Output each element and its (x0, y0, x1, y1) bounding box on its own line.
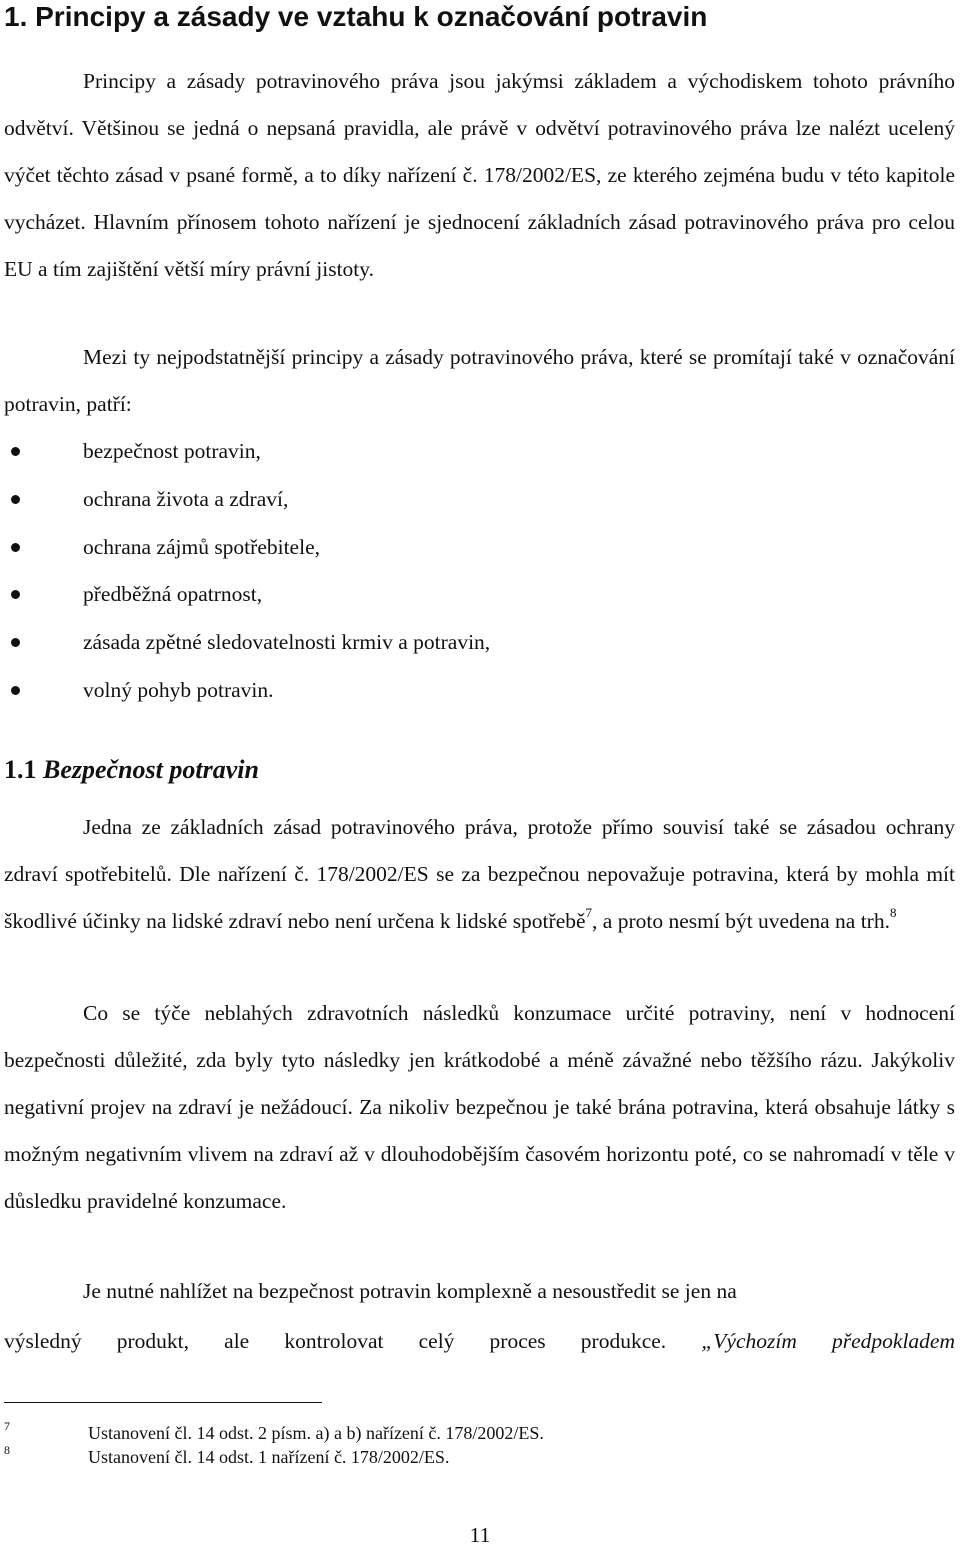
bullet-icon (11, 638, 20, 647)
principles-list (0, 428, 900, 715)
list-item (0, 524, 900, 572)
paragraph-text: výsledný produkt, ale kontrolovat celý proces produkce. (4, 1329, 667, 1353)
section-name: Bezpečnost potravin (43, 755, 259, 784)
footnote-separator (4, 1402, 322, 1403)
intro-paragraph: Principy a zásady potravinového práva jsou jakýmsi základem a východiskem tohoto právního odvětví. Většinou se jedná o nepsaná pravidla, ale právě v odvětví potravinového práva lze nalézt ucelený výčet těchto zásad v psané formě, a to díky nařízení č. 178/2002/ES, ze kterého zejména budu v této kapitole vycházet. Hlavním přínosem tohoto nařízení je sjednocení základních zásad potravinového práva pro celou EU a tím zajištění větší míry právní jistoty. (4, 69, 955, 281)
section-paragraph (4, 804, 955, 945)
list-item-text: zásada zpětné sledovatelnosti krmiv a potravin, (83, 630, 491, 655)
section-paragraph: Je nutné nahlížet na bezpečnost potravin komplexně a nesoustředit se jen na (83, 1279, 737, 1303)
footnote-ref[interactable]: 8 (889, 905, 897, 920)
quotation-start: „Výchozím předpokladem (701, 1329, 956, 1353)
list-item (0, 571, 900, 619)
bullet-icon (11, 495, 20, 504)
list-item-text: ochrana zájmů spotřebitele, (83, 534, 320, 559)
paragraph-text: , a proto nesmí být uvedena na trh. (592, 909, 890, 933)
bullet-icon (11, 447, 20, 456)
list-item (0, 667, 900, 715)
list-item-text: předběžná opatrnost, (83, 582, 263, 607)
list-item (0, 476, 900, 524)
footnote: 7 Ustanovení čl. 14 odst. 2 písm. a) a b) nařízení č. 178/2002/ES. (4, 1419, 544, 1443)
footnote-ref[interactable]: 7 (585, 905, 593, 920)
list-item-text: bezpečnost potravin, (83, 439, 261, 463)
section-paragraph: Co se týče neblahých zdravotních následků konzumace určité potraviny, není v hodnocení bezpečnosti důležité, zda byly tyto následky jen krátkodobé a méně závažné nebo těžšího rázu. Jakýkoliv negativní projev na zdraví je nežádoucí. Za nikoliv bezpečnou je také brána potravina, která obsahuje látky s možným negativním vlivem na zdraví až v dlouhodobějším časovém horizontu poté, co se nahromadí v těle v důsledku pravidelné konzumace. (4, 1001, 955, 1213)
section-paragraph-continuation (4, 1318, 955, 1365)
list-item (0, 428, 900, 476)
section-title (4, 748, 259, 792)
bullet-icon (11, 590, 20, 599)
list-item-text: volný pohyb potravin. (83, 677, 274, 702)
footnote-text: Ustanovení čl. 14 odst. 1 nařízení č. 178/2002/ES. (88, 1447, 450, 1467)
chapter-title: 1. Principy a zásady ve vztahu k označování potravin (4, 1, 708, 32)
list-item-text: ochrana života a zdraví, (83, 486, 289, 511)
section-number: 1.1 (4, 755, 37, 784)
bullet-icon (11, 543, 20, 552)
bullet-icon (11, 686, 20, 695)
list-item (0, 619, 900, 667)
footnote-text: Ustanovení čl. 14 odst. 2 písm. a) a b) nařízení č. 178/2002/ES. (88, 1423, 544, 1443)
page-number: 11 (469, 1523, 491, 1547)
principles-intro-paragraph: Mezi ty nejpodstatnější principy a zásady potravinového práva, které se promítají také v označování potravin, patří: (4, 345, 955, 416)
footnote: 8 Ustanovení čl. 14 odst. 1 nařízení č. 178/2002/ES. (4, 1443, 450, 1467)
paragraph-text: Jedna ze základních zásad potravinového práva, protože přímo souvisí také se zásadou ochrany zdraví spotřebitelů. Dle nařízení č. 178/2002/ES se za bezpečnou nepovažuje potravina, která by mohla mít škodlivé účinky na lidské zdraví nebo není určena k lidské spotřebě (4, 815, 955, 933)
